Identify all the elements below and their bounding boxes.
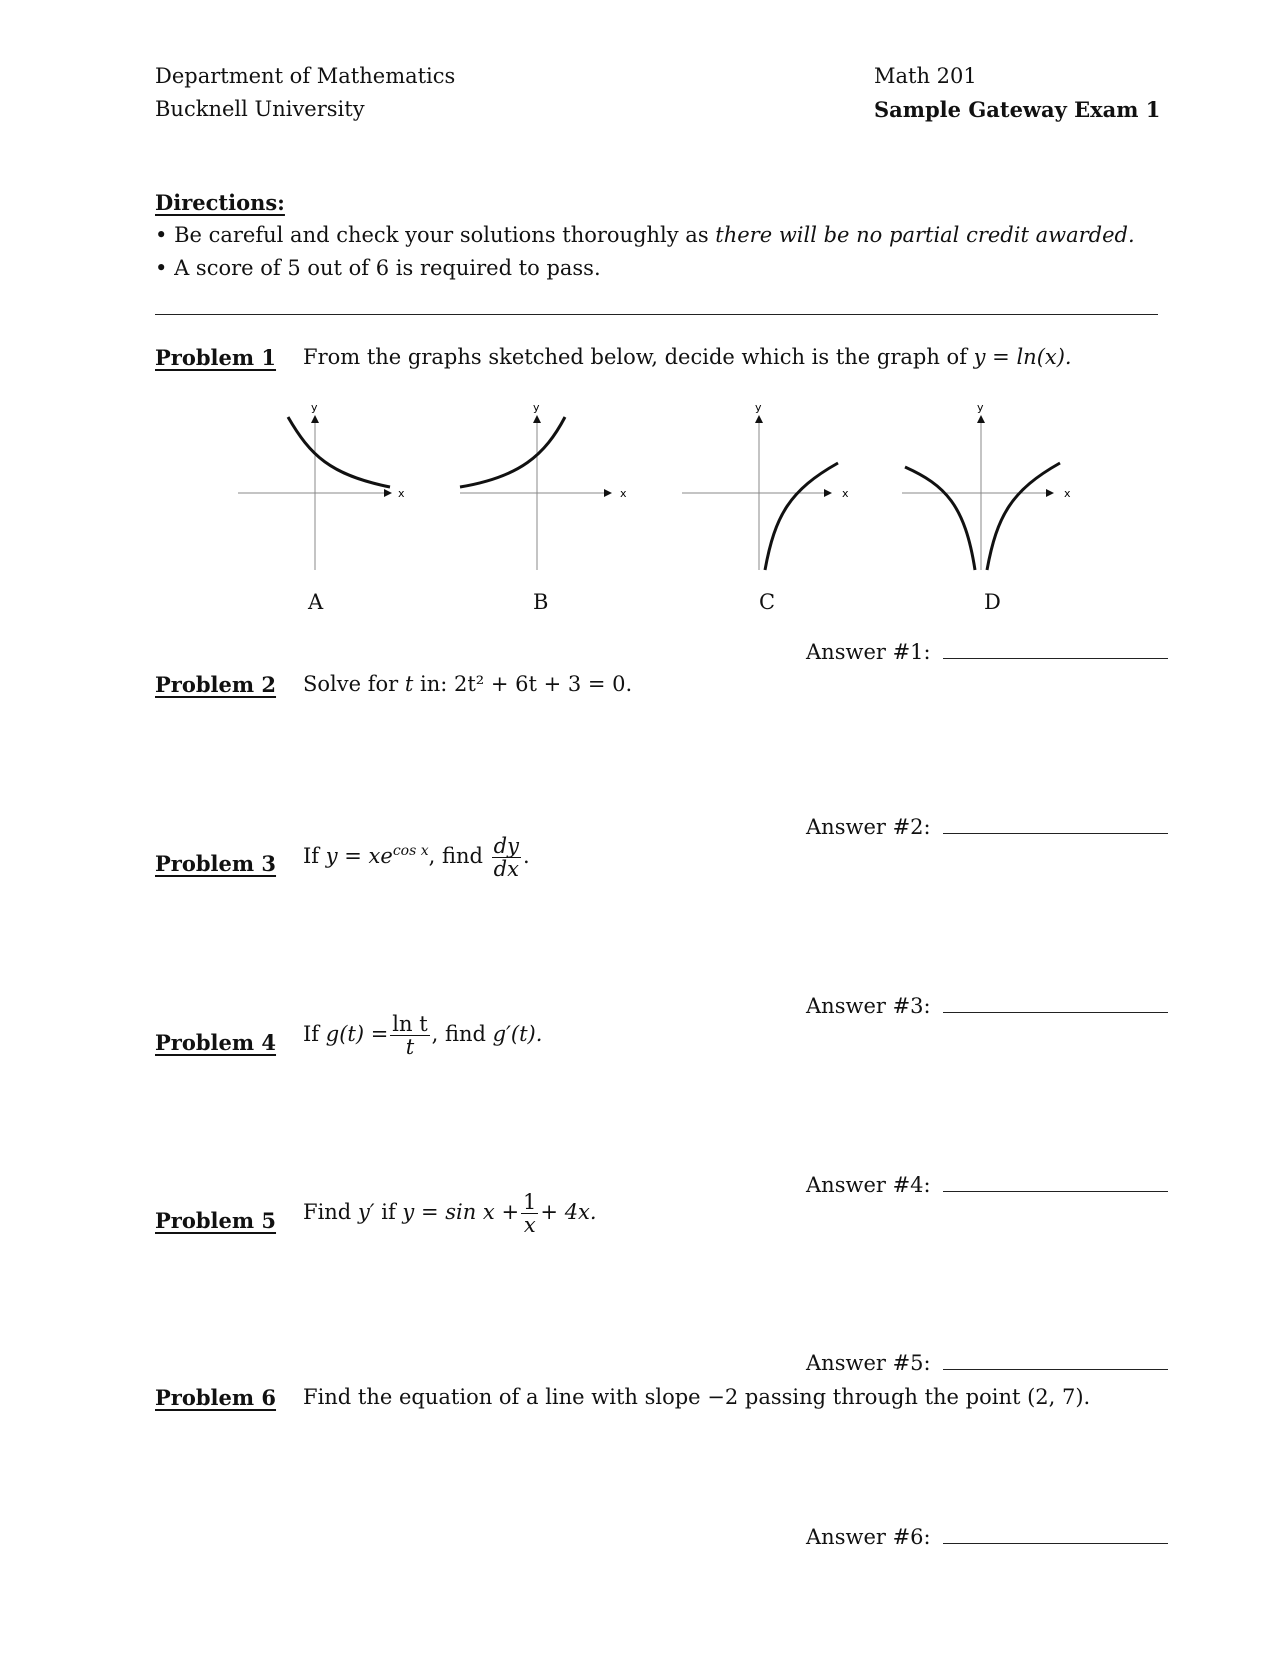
problem-4-frac-num: ln t (392, 1012, 428, 1036)
section-divider (155, 314, 1158, 315)
problem-2-text (303, 672, 632, 696)
course-name: Math 201 (874, 64, 977, 88)
problem-5-frac-den: x (523, 1213, 536, 1238)
problem-3-frac-num: dy (493, 834, 519, 858)
graph-label-d: D (984, 590, 1001, 614)
problem-2-var: t (404, 672, 414, 696)
answer-1 (806, 640, 1168, 664)
university-name: Bucknell University (155, 97, 365, 121)
problem-3-math: y = xe (325, 844, 393, 869)
graph-b-curve (460, 417, 565, 487)
problem-2-label: Problem 2 (155, 672, 277, 697)
problem-4-math-a: g(t) = (325, 1022, 389, 1047)
department-name: Department of Mathematics (155, 64, 456, 88)
graphs-figure (230, 395, 1110, 580)
graph-b (460, 401, 627, 570)
graph-a (238, 401, 405, 570)
problem-3-label: Problem 3 (155, 851, 277, 876)
answer-1-label: Answer #1: (806, 640, 931, 664)
problem-5-math-c: + 4x. (540, 1200, 597, 1225)
graph-d (902, 401, 1071, 570)
answer-6 (806, 1525, 1168, 1549)
problem-4-frac-den: t (405, 1035, 415, 1060)
graph-c-curve (765, 463, 838, 570)
graph-d-x-label: x (1064, 487, 1071, 500)
directions-item-2-text: A score of 5 out of 6 is required to pass. (174, 256, 601, 280)
problem-3-prompt-a: If (303, 844, 326, 869)
answer-6-blank[interactable] (943, 1542, 1168, 1544)
graph-b-x-label: x (620, 487, 627, 500)
problem-5-fraction (521, 1191, 538, 1236)
answer-5-blank[interactable] (943, 1368, 1168, 1370)
graph-a-y-label: y (311, 401, 318, 414)
problem-5-prompt-b: if (374, 1200, 403, 1225)
graph-label-a: A (308, 590, 324, 614)
graph-b-y-label: y (533, 401, 540, 414)
directions-item-1-text: Be careful and check your solutions thoroughly as (174, 223, 716, 247)
problem-2-equation: 2t² + 6t + 3 = 0. (453, 672, 633, 696)
graph-c-y-label: y (755, 401, 762, 414)
answer-4-label: Answer #4: (806, 1173, 931, 1197)
answer-4-blank[interactable] (943, 1190, 1168, 1192)
graph-c-x-label: x (842, 487, 849, 500)
problem-4-text (303, 1013, 542, 1058)
problem-3-frac-den: dx (493, 857, 519, 882)
problem-4-math-b: g′(t). (492, 1022, 543, 1047)
graph-c (682, 401, 849, 570)
problem-4-label: Problem 4 (155, 1030, 277, 1055)
problem-5-prompt-a: Find (303, 1200, 358, 1225)
problem-5-text (303, 1191, 597, 1236)
problem-5-frac-num: 1 (523, 1190, 537, 1214)
problem-5-label: Problem 5 (155, 1208, 277, 1233)
directions-item-2 (155, 256, 601, 280)
answer-4 (806, 1173, 1168, 1197)
problem-1-label: Problem 1 (155, 345, 277, 370)
directions-item-1-emphasis: there will be no partial credit awarded. (715, 223, 1135, 247)
answer-3-blank[interactable] (943, 1011, 1168, 1013)
problem-3-prompt-b: , find (428, 844, 490, 869)
problem-3-tail: . (522, 844, 530, 869)
problem-3-exponent: cos x (392, 843, 429, 860)
problem-6-text: Find the equation of a line with slope −2 passing through the point (2, 7). (303, 1385, 1091, 1409)
problem-1-math: y = ln(x). (973, 345, 1072, 369)
answer-5 (806, 1351, 1168, 1375)
problem-2-prompt-b: in: (413, 672, 454, 696)
problem-3-text (303, 835, 530, 880)
graph-a-x-label: x (398, 487, 405, 500)
graph-d-y-label: y (977, 401, 984, 414)
answer-2-label: Answer #2: (806, 815, 931, 839)
graph-a-curve (288, 417, 390, 487)
graph-label-c: C (759, 590, 776, 614)
answer-5-label: Answer #5: (806, 1351, 931, 1375)
problem-4-prompt-a: If (303, 1022, 326, 1047)
answer-2-blank[interactable] (943, 832, 1168, 834)
answer-3 (806, 994, 1168, 1018)
problem-2-prompt-a: Solve for (303, 672, 405, 696)
bullet-glyph: • (155, 223, 168, 247)
problem-4-prompt-b: , find (431, 1022, 493, 1047)
directions-title: Directions: (155, 190, 285, 215)
answer-6-label: Answer #6: (806, 1525, 931, 1549)
bullet-glyph: • (155, 256, 168, 280)
directions-item-1 (155, 223, 1135, 247)
problem-5-math-b: y = sin x + (402, 1200, 520, 1225)
graph-d-curve-left (905, 467, 975, 570)
problem-4-fraction (390, 1013, 429, 1058)
graph-d-curve-right (987, 463, 1060, 570)
problem-6-label: Problem 6 (155, 1385, 277, 1410)
answer-3-label: Answer #3: (806, 994, 931, 1018)
problem-3-fraction (492, 835, 521, 880)
answer-1-blank[interactable] (943, 657, 1168, 659)
answer-2 (806, 815, 1168, 839)
problem-5-math-a: y′ (357, 1200, 375, 1225)
problem-1-prompt: From the graphs sketched below, decide which is the graph of (303, 345, 974, 369)
graph-label-b: B (533, 590, 549, 614)
problem-1-text (303, 345, 1072, 369)
exam-title: Sample Gateway Exam 1 (874, 97, 1161, 122)
